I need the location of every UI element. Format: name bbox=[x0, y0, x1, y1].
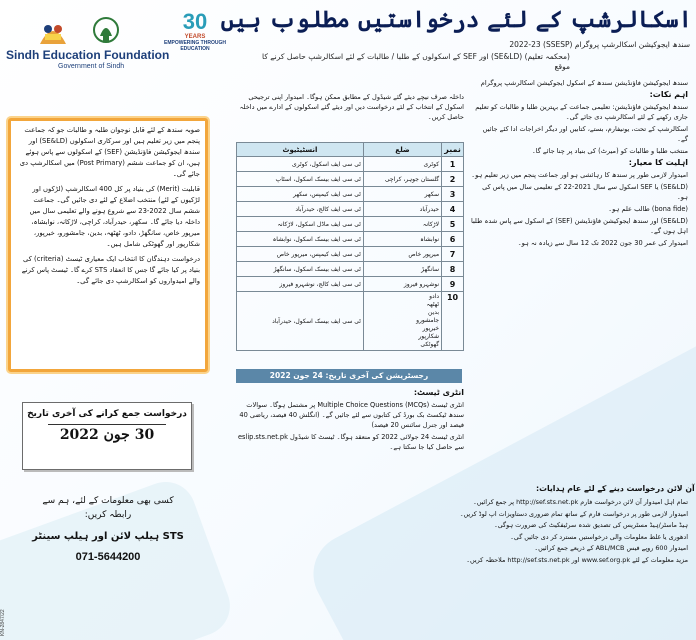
cell-institute: ٹی سی ایف ماڈل اسکول، لاڑکانہ bbox=[237, 217, 364, 232]
general-instructions bbox=[300, 498, 688, 568]
intro-paragraph: صوبہ سندھ کے لئے قابل نوجوان طلبہ و طالبات جو کہ جماعت پنجم میں زیر تعلیم ہیں اور سرکاری اسکولوں (SE&LD) اور سندھ ایجوکیشن فاؤنڈیشن (SEF) کے اسکولوں سے پاس ہوئے ہیں، ان کو جماعت ششم (Post Primary) میں اسکالرشپ دی جائے گی۔ bbox=[19, 126, 200, 178]
cell-no: 5 bbox=[442, 217, 464, 232]
test-item: انٹری ٹیسٹ 24 جولائی 2022 کو منعقد ہوگا۔ ٹیسٹ کا شیڈول eslip.sts.net.pk سے حاصل کیا جا سکتا ہے۔ bbox=[238, 433, 464, 451]
cell-district: لاڑکانہ bbox=[363, 217, 441, 232]
table-row bbox=[237, 202, 464, 217]
cell-no: 1 bbox=[442, 157, 464, 172]
point-item: منتخب طلبا و طالبات کو (میرٹ) کی بنیاد پر چنا جائے گا۔ bbox=[531, 147, 688, 155]
intro-paragraph: درخواست دہندگان کا انتخاب ایک معیاری ٹیسٹ (criteria) کی بنیاد پر کیا جائے گا جس کا انعقاد STS کرے گا۔ ٹیسٹ پاس کرنے والے امیدواروں کو اسکالرشپ دی جائے گی۔ bbox=[21, 255, 200, 285]
registration-last-date: رجسٹریشن کی آخری تاریخ: 24 جون 2022 bbox=[236, 369, 462, 383]
org-subtitle: Government of Sindh bbox=[58, 63, 125, 70]
cell-no: 2 bbox=[442, 172, 464, 187]
cell-no: 7 bbox=[442, 247, 464, 262]
background-swoosh bbox=[299, 313, 696, 640]
right-intro: سندھ ایجوکیشن فاؤنڈیشن سندھ کے اسکول ایجوکیشن اسکالرشپ پروگرام bbox=[480, 79, 688, 87]
table-row bbox=[237, 277, 464, 292]
intro-paragraph: قابلیت (Merit) کی بنیاد پر کل 400 اسکالرشپ (لڑکوں اور لڑکیوں کے لئے) منتخب اضلاع کے لئے دی جائیں گی۔ جماعت ششم سال 2022-23 سے شروع ہونے والے تعلیمی سال میں داخلہ دیا جائے گا۔ سکھر، حیدرآباد، کراچی، لاڑکانہ، نوابشاہ، میرپور خاص، سانگھڑ، دادو، ٹھٹھہ، بدین، جامشورو، خیرپور، شکارپور اور گھوٹکی شامل ہیں۔ bbox=[29, 185, 200, 248]
table-row bbox=[237, 232, 464, 247]
header-no: نمبر bbox=[442, 143, 464, 157]
cell-district-list bbox=[363, 292, 441, 351]
deadline-box bbox=[22, 402, 192, 470]
instruction-item: امیدوار 600 روپے فیس ABL/MCB کے ذریعے جمع کرائیں۔ bbox=[534, 544, 688, 553]
cell-district: حیدرآباد bbox=[363, 202, 441, 217]
sub-title: سندھ ایجوکیشن اسکالرشپ پروگرام (SSESP) 2022-23 bbox=[509, 40, 690, 49]
district-item: بدین bbox=[428, 309, 440, 316]
instruction-item: ادھوری یا غلط معلومات والی درخواستیں مسترد کر دی جائیں گی۔ bbox=[510, 532, 688, 541]
table-header-row bbox=[237, 143, 464, 157]
header-institute: انسٹیٹیوٹ bbox=[237, 143, 364, 157]
test-heading: انٹری ٹیسٹ: bbox=[413, 388, 464, 397]
instruction-item: مزید معلومات کے لئے www.sef.org.pk اور http://sef.sts.net.pk ملاحظہ کریں۔ bbox=[466, 555, 688, 564]
cell-no: 10 bbox=[442, 292, 464, 351]
cell-no: 3 bbox=[442, 187, 464, 202]
cell-district: گلستان جوہر، کراچی bbox=[363, 172, 441, 187]
cell-no: 4 bbox=[442, 202, 464, 217]
test-item: انٹری ٹیسٹ Multiple Choice Questions (MCQs) پر مشتمل ہوگا۔ سوالات سندھ ٹیکسٹ بک بورڈ کی کتابوں سے لئے جائیں گے۔ (انگلش 40 فیصد، ریاضی 40 فیصد اور جنرل سائنس 20 فیصد) bbox=[239, 401, 464, 429]
deadline-divider bbox=[48, 424, 166, 425]
district-item: گھوٹکی bbox=[420, 341, 440, 348]
sindh-govt-emblem-icon bbox=[92, 16, 120, 46]
criteria-item: امیدوار کی عمر 30 جون 2022 تک 12 سال سے زیادہ نہ ہو۔ bbox=[517, 239, 688, 247]
table-row-multi bbox=[237, 292, 464, 351]
cell-institute: ٹی سی ایف بیسک اسکول، حیدرآباد bbox=[237, 292, 364, 351]
table-row bbox=[237, 262, 464, 277]
district-item: خیرپور bbox=[422, 325, 440, 332]
point-item: سندھ ایجوکیشن فاؤنڈیشن: تعلیمی جماعت کے بہترین طلبا و طالبات کو تعلیم جاری رکھنے کے لئے اسکالرشپ دی جائے گی۔ bbox=[475, 103, 688, 121]
sef-children-emblem-icon bbox=[36, 16, 70, 46]
anniversary-badge bbox=[160, 10, 230, 72]
cell-institute: ٹی سی ایف بیسک اسکول، نوابشاہ bbox=[237, 232, 364, 247]
cell-institute: ٹی سی ایف کالج، حیدرآباد bbox=[237, 202, 364, 217]
district-item: شکارپور bbox=[418, 333, 440, 340]
criteria-item: (SE&LD) اور سندھ ایجوکیشن فاؤنڈیشن (SEF) کے اسکول سے پاس شدہ طلبا اہل ہوں گے۔ bbox=[470, 217, 688, 235]
general-heading: آن لائن درخواست دینے کے لئے عام ہدایات: bbox=[536, 484, 695, 493]
table-row bbox=[237, 157, 464, 172]
deadline-caption: درخواست جمع کرانے کی آخری تاریخ bbox=[27, 409, 187, 419]
district-item: ٹھٹھہ bbox=[426, 301, 440, 308]
instruction-item: امیدوار لازمی طور پر درخواست فارم کے ساتھ تمام ضروری دستاویزات اپ لوڈ کریں۔ bbox=[459, 509, 688, 518]
entry-test-section bbox=[236, 386, 464, 454]
point-item: اسکالرشپ کے تحت، یونیفارم، بستے، کتابیں اور دیگر اخراجات ادا کئے جائیں گے۔ bbox=[482, 125, 688, 143]
center-intro: داخلہ صرف نیچے دیئے گئے شیڈول کے مطابق ممکن ہوگا۔ امیدوار اپنی ترجیحی اسکول کے انتخاب کے لئے درخواست دیں اور دیئے گئے اسکولوں کے ادارے میں داخلہ حاصل کریں۔ bbox=[239, 93, 464, 121]
criteria-item: (bona fide) طالب علم ہو۔ bbox=[608, 205, 688, 213]
cell-no: 8 bbox=[442, 262, 464, 277]
criteria-heading: اہلیت کا معیار: bbox=[628, 158, 688, 167]
cell-district: نوابشاہ bbox=[363, 232, 441, 247]
criteria-item: (SE&LD) یا SEF اسکول سے سال 2021-22 کے تعلیمی سال میں پاس کی ہو۔ bbox=[482, 183, 688, 201]
instruction-item: تمام اہل امیدوار آن لائن درخواست فارم http://sef.sts.net.pk پر جمع کرائیں۔ bbox=[472, 498, 688, 506]
cell-institute: ٹی سی ایف بیسک اسکول، سانگھڑ bbox=[237, 262, 364, 277]
publication-code: KN-2847/22 bbox=[0, 609, 6, 636]
contact-phone: 071-5644200 bbox=[75, 551, 141, 563]
cell-district: نوشہرو فیروز bbox=[363, 277, 441, 292]
intro-box bbox=[8, 118, 208, 372]
contact-block bbox=[18, 494, 198, 564]
sub-title-2: (محکمہ تعلیم) (SE&LD) اور SEF کے اسکولوں کے طلبا / طالبات کے لئے اسکالرشپ حاصل کرنے کا موقع bbox=[262, 52, 570, 71]
deadline-date: 30 جون 2022 bbox=[59, 427, 155, 443]
district-item: دادو bbox=[429, 293, 440, 300]
header-district: ضلع bbox=[363, 143, 441, 157]
table-row bbox=[237, 172, 464, 187]
cell-institute: ٹی سی ایف بیسک اسکول، اسٹاپ bbox=[237, 172, 364, 187]
table-row bbox=[237, 187, 464, 202]
district-item: جامشورو bbox=[416, 317, 440, 324]
cell-institute: ٹی سی ایف کیمپس، میرپور خاص bbox=[237, 247, 364, 262]
contact-line: رابطہ کریں: bbox=[84, 510, 132, 520]
cell-district: کوٹری bbox=[363, 157, 441, 172]
anniversary-years: YEARS bbox=[184, 34, 206, 40]
right-column bbox=[470, 78, 688, 250]
table-row bbox=[237, 247, 464, 262]
cell-no: 9 bbox=[442, 277, 464, 292]
org-name: Sindh Education Foundation bbox=[6, 48, 170, 62]
cell-district: سانگھڑ bbox=[363, 262, 441, 277]
contact-line: کسی بھی معلومات کے لئے، ہم سے bbox=[42, 496, 174, 506]
table-row bbox=[237, 217, 464, 232]
points-heading: اہم نکات: bbox=[649, 90, 688, 99]
contact-org: STS ہیلپ لائن اور ہیلپ سینٹر bbox=[32, 531, 184, 542]
criteria-item: امیدوار لازمی طور پر سندھ کا رہائشی ہو اور جماعت پنجم میں زیر تعلیم ہو۔ bbox=[471, 171, 688, 179]
cell-district: میرپور خاص bbox=[363, 247, 441, 262]
institutes-table bbox=[236, 142, 464, 351]
cell-institute: ٹی سی ایف کیمپس، سکھر bbox=[237, 187, 364, 202]
cell-institute: ٹی سی ایف اسکول، کوٹری bbox=[237, 157, 364, 172]
main-title: اسکالرشپ کے لئے درخواستیں مطلوب ہیں bbox=[220, 6, 692, 33]
anniversary-number: 30 bbox=[182, 9, 208, 34]
instruction-item: ہیڈ ماسٹر/ہیڈ مسٹریس کی تصدیق شدہ سرٹیفکیٹ کی ضرورت ہوگی۔ bbox=[493, 521, 688, 530]
cell-no: 6 bbox=[442, 232, 464, 247]
anniversary-tagline: EMPOWERING THROUGH EDUCATION bbox=[164, 40, 226, 52]
cell-district: سکھر bbox=[363, 187, 441, 202]
cell-institute: ٹی سی ایف کالج، نوشہرو فیروز bbox=[237, 277, 364, 292]
